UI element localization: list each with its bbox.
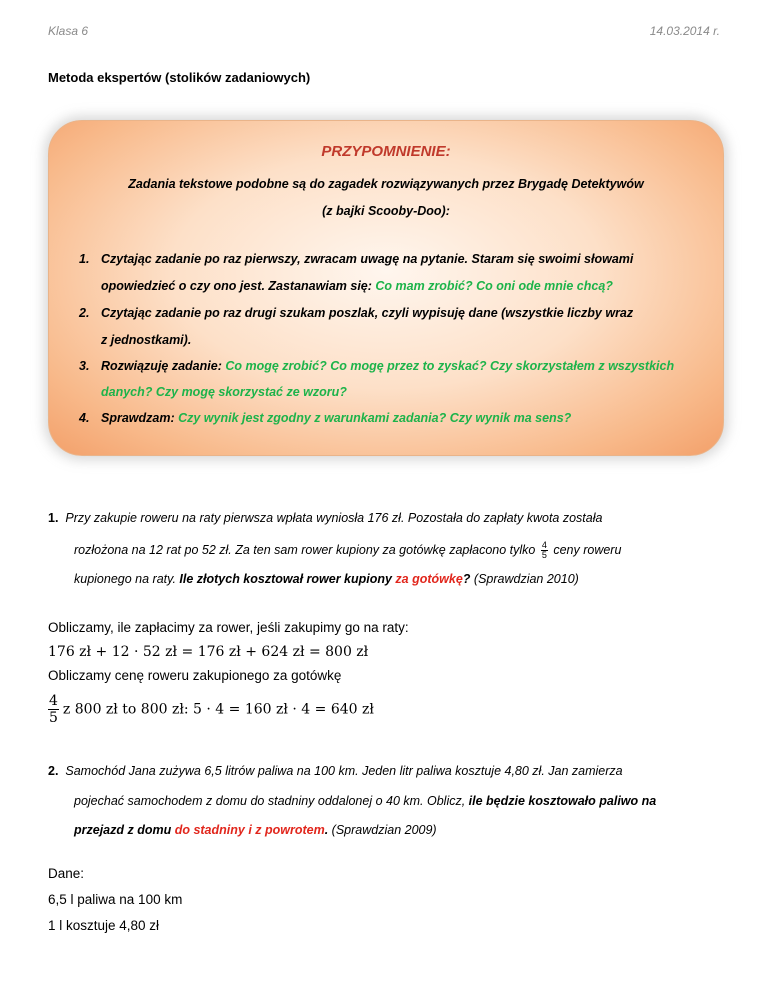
fraction <box>48 693 59 726</box>
task-source: (Sprawdzian 2010) <box>470 572 579 586</box>
header-date: 14.03.2014 r. <box>649 24 720 38</box>
solution-1-text-1: Obliczamy, ile zapłacimy za rower, jeśli zakupimy go na raty: <box>48 620 409 635</box>
header-class: Klasa 6 <box>48 24 89 38</box>
fraction-numerator: 4 <box>49 693 58 709</box>
fraction <box>541 541 548 560</box>
reminder-box <box>48 120 724 456</box>
task-text: Samochód Jana zużywa 6,5 litrów paliwa na 100 km. Jeden litr paliwa kosztuje 4,80 zł. Jan zamierza <box>65 764 623 778</box>
step-number: 3. <box>79 359 90 373</box>
given-label: Dane: <box>48 866 85 881</box>
reminder-intro-line-2: (z bajki Scooby-Doo): <box>322 204 450 218</box>
period: . <box>324 823 329 837</box>
task-text: Przy zakupie roweru na raty pierwsza wpłata wyniosła 176 zł. Pozostała do zapłaty kwota została <box>65 511 603 525</box>
step-text: opowiedzieć o czy ono jest. Zastanawiam się: <box>101 279 376 293</box>
reminder-step-1 <box>79 252 633 266</box>
solution-1-math-1: 176 zł + 12 · 52 zł = 176 zł + 624 zł = 800 zł <box>48 644 369 660</box>
reminder-step-2 <box>79 306 633 320</box>
task-question: Ile złotych kosztował rower kupiony <box>179 572 396 586</box>
task-source: (Sprawdzian 2009) <box>328 823 437 837</box>
task-question: ile będzie kosztowało paliwo na <box>468 794 657 808</box>
reminder-step-4 <box>79 411 571 425</box>
reminder-intro-line-1: Zadania tekstowe podobne są do zagadek rozwiązywanych przez Brygadę Detektywów <box>128 177 644 191</box>
step-number: 2. <box>79 306 90 320</box>
task-1-line-3 <box>74 572 579 586</box>
reminder-step-3 <box>79 359 674 373</box>
given-item-1: 6,5 l paliwa na 100 km <box>48 892 183 907</box>
step-text: Sprawdzam: <box>101 411 179 425</box>
reminder-title: PRZYPOMNIENIE: <box>321 143 451 160</box>
question-mark: ? <box>462 572 471 586</box>
solution-1-text-2: Obliczamy cenę roweru zakupionego za gotówkę <box>48 668 342 683</box>
step-number: 1. <box>79 252 90 266</box>
step-question: Co mogę zrobić? Co mogę przez to zyskać? Czy skorzystałem z wszystkich <box>225 359 675 373</box>
task-text: kupionego na raty. <box>74 572 180 586</box>
reminder-step-2-cont: z jednostkami). <box>101 333 192 347</box>
reminder-step-1-cont <box>101 279 613 293</box>
task-question-highlight: za gotówkę <box>395 572 463 586</box>
step-question: Co mam zrobić? Co oni ode mnie chcą? <box>375 279 613 293</box>
math-text: z 800 zł to 800 zł: 5 · 4 = 160 zł · 4 = 640 zł <box>62 701 374 718</box>
task-question: przejazd z domu <box>74 823 175 837</box>
task-number: 1. <box>48 511 59 525</box>
task-2-line-1 <box>48 764 623 778</box>
reminder-step-3-cont: danych? Czy mogę skorzystać ze wzoru? <box>101 385 347 399</box>
step-text: Czytając zadanie po raz pierwszy, zwracam uwagę na pytanie. Staram się swoimi słowami <box>101 252 634 266</box>
task-2-line-2 <box>74 794 656 808</box>
task-1-line-1 <box>48 511 602 525</box>
task-text: pojechać samochodem z domu do stadniny oddalonej o 40 km. Oblicz, <box>74 794 469 808</box>
step-question: Czy wynik jest zgodny z warunkami zadania? Czy wynik ma sens? <box>178 411 572 425</box>
step-number: 4. <box>79 411 90 425</box>
step-text: Rozwiązuję zadanie: <box>101 359 226 373</box>
step-text: Czytając zadanie po raz drugi szukam poszlak, czyli wypisuję dane (wszystkie liczby wraz <box>101 306 634 320</box>
task-1-line-2 <box>74 541 621 560</box>
fraction-denominator: 5 <box>541 550 547 560</box>
task-text: rozłożona na 12 rat po 52 zł. Za ten sam rower kupiony za gotówkę zapłacono tylko <box>74 542 539 557</box>
task-question-highlight: do stadniny i z powrotem <box>174 823 325 837</box>
fraction-numerator: 4 <box>541 540 547 550</box>
task-2-line-3 <box>74 823 437 837</box>
given-item-2: 1 l kosztuje 4,80 zł <box>48 918 160 933</box>
solution-1-math-2 <box>48 693 374 726</box>
task-text: ceny roweru <box>549 542 622 557</box>
task-number: 2. <box>48 764 59 778</box>
document-title: Metoda ekspertów (stolików zadaniowych) <box>48 70 311 85</box>
fraction-denominator: 5 <box>49 710 58 726</box>
